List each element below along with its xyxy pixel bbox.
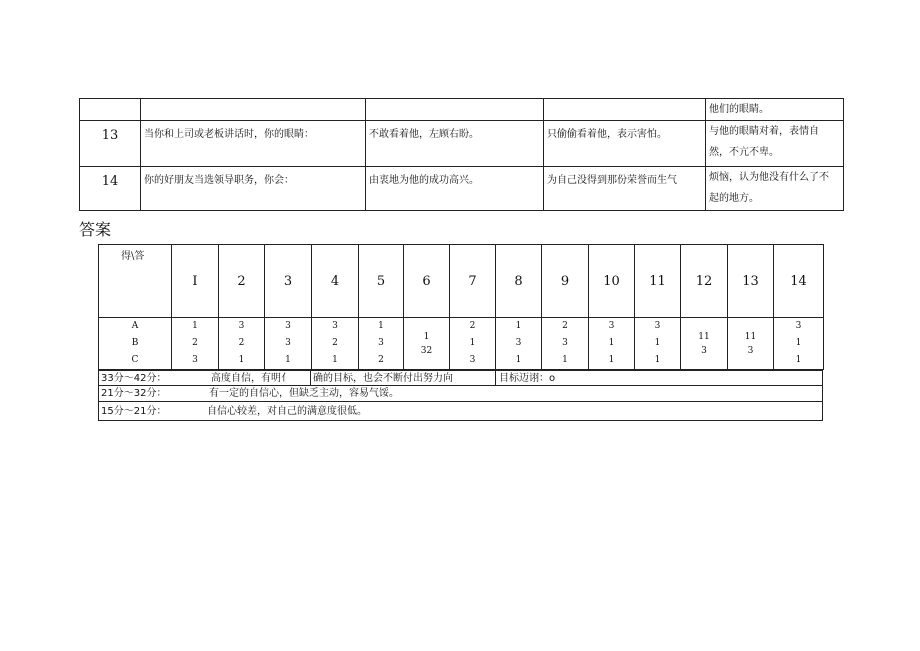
question-table — [79, 98, 844, 211]
question-text — [141, 99, 366, 121]
question-number: 13 — [80, 121, 141, 167]
score-row-high — [98, 370, 823, 386]
option-a — [366, 99, 544, 121]
grid-value: 1 — [608, 338, 615, 348]
table-row — [80, 99, 844, 121]
grid-value: 1 — [378, 321, 384, 331]
option-c-line-2: 起的地方。 — [709, 193, 759, 204]
question-number: 14 — [80, 167, 141, 211]
grid-header-7: 7 — [450, 245, 496, 318]
divider — [495, 371, 496, 386]
grid-value: 2 — [562, 321, 568, 331]
score-desc-part-3: 目标迈诩：o — [499, 373, 556, 384]
grid-header-13: 13 — [728, 245, 774, 318]
score-row-low — [98, 402, 823, 421]
grid-header-10: 10 — [589, 245, 635, 318]
letter-a: A — [131, 321, 139, 331]
grid-value: 11 — [744, 331, 757, 342]
grid-value: 1 — [238, 355, 245, 365]
option-c — [706, 167, 844, 211]
grid-value-cell-7 — [450, 318, 496, 370]
grid-value-cell-2 — [219, 318, 265, 370]
score-range: 15分～21分： — [101, 406, 167, 417]
grid-value-cell-8 — [496, 318, 542, 370]
grid-header-6: 6 — [404, 245, 450, 318]
option-a: 不敢看着他，左顾右盼。 — [366, 121, 544, 167]
grid-value-cell-12 — [681, 318, 728, 370]
grid-value-cell-14 — [774, 318, 824, 370]
grid-value: 3 — [795, 321, 802, 331]
score-desc-part-1: 高度自信，有明亻 — [211, 373, 291, 384]
table-row — [80, 167, 844, 211]
grid-value: 1 — [469, 338, 476, 348]
grid-value: 2 — [332, 338, 338, 348]
grid-header-12: 12 — [681, 245, 728, 318]
grid-header-1: I — [172, 245, 219, 318]
score-range: 21分～32分： — [101, 388, 167, 399]
grid-value-cell-13 — [728, 318, 774, 370]
grid-value: 3 — [378, 338, 384, 348]
table-row — [80, 121, 844, 167]
score-desc-part-2: 确的目标，也会不断付出努力向 — [313, 373, 453, 384]
answer-heading: 答案 — [79, 220, 112, 239]
grid-values-row — [99, 318, 824, 370]
grid-value-cell-6 — [404, 318, 450, 370]
letter-c: C — [131, 355, 139, 365]
grid-value: 1 — [654, 355, 661, 365]
grid-value: 1 — [515, 355, 522, 365]
grid-value: 3 — [562, 338, 568, 348]
grid-header-4: 4 — [312, 245, 359, 318]
grid-value: 3 — [332, 321, 338, 331]
grid-value-cell-9 — [542, 318, 589, 370]
option-c-line-1: 烦恼，认为他没有什么了不 — [709, 172, 829, 183]
option-b: 为自己没得到那份荣誉而生气 — [544, 167, 706, 211]
grid-value: 32 — [420, 345, 433, 356]
grid-value-cell-3 — [265, 318, 312, 370]
grid-value: 1 — [562, 355, 568, 365]
grid-value: 3 — [608, 321, 615, 331]
grid-header-14: 14 — [774, 245, 824, 318]
grid-value: 2 — [238, 338, 245, 348]
option-c-line-1: 与他的眼睛对着，表情自 — [709, 126, 819, 137]
grid-value: 1 — [332, 355, 338, 365]
grid-value: 2 — [469, 321, 476, 331]
grid-value: 1 — [608, 355, 615, 365]
option-b: 只偷偷看着他，表示害怕。 — [544, 121, 706, 167]
grid-value: 3 — [747, 345, 754, 356]
answer-grid — [98, 244, 824, 370]
grid-value: 2 — [192, 338, 198, 348]
grid-value: 3 — [654, 321, 661, 331]
grid-header-5: 5 — [359, 245, 404, 318]
grid-value-cell-10 — [589, 318, 635, 370]
grid-value: 1 — [423, 331, 430, 342]
grid-value: 1 — [795, 338, 802, 348]
grid-header-11: 11 — [635, 245, 681, 318]
option-b — [544, 99, 706, 121]
grid-value: 3 — [515, 338, 522, 348]
grid-value: 1 — [654, 338, 661, 348]
grid-value: 3 — [238, 321, 245, 331]
grid-value: 3 — [285, 338, 291, 348]
grid-value: 3 — [701, 345, 707, 356]
option-c — [706, 121, 844, 167]
score-desc: 自信心较差，对自己的满意度很低。 — [207, 406, 367, 417]
grid-header-row — [99, 245, 824, 318]
grid-value: 1 — [285, 355, 291, 365]
grid-header-9: 9 — [542, 245, 589, 318]
divider — [310, 371, 311, 386]
grid-value: 3 — [285, 321, 291, 331]
score-row-medium — [98, 386, 823, 402]
grid-value: 2 — [378, 355, 384, 365]
question-text: 你的好朋友当选领导职务，你会： — [141, 167, 366, 211]
question-number — [80, 99, 141, 121]
grid-header-3: 3 — [265, 245, 312, 318]
grid-value: 1 — [515, 321, 522, 331]
grid-value: 1 — [795, 355, 802, 365]
letters-cell — [99, 318, 172, 370]
grid-value: 3 — [469, 355, 476, 365]
question-text: 当你和上司或老板讲话时，你的眼睛： — [141, 121, 366, 167]
grid-value-cell-4 — [312, 318, 359, 370]
grid-value: 11 — [698, 331, 710, 342]
grid-value-cell-1 — [172, 318, 219, 370]
grid-corner-label: 得\答 — [99, 245, 172, 318]
score-desc: 有一定的自信心，但缺乏主动，容易气馁。 — [209, 388, 399, 399]
option-c: 他们的眼睛。 — [706, 99, 844, 121]
grid-value-cell-11 — [635, 318, 681, 370]
grid-header-2: 2 — [219, 245, 265, 318]
grid-value: 3 — [192, 355, 198, 365]
option-c-line-2: 然，不亢不卑。 — [709, 147, 779, 158]
grid-header-8: 8 — [496, 245, 542, 318]
grid-value-cell-5 — [359, 318, 404, 370]
grid-value: 1 — [192, 321, 198, 331]
score-range: 33分～42分： — [101, 373, 167, 384]
option-a: 由衷地为他的成功高兴。 — [366, 167, 544, 211]
letter-b: B — [131, 338, 139, 348]
